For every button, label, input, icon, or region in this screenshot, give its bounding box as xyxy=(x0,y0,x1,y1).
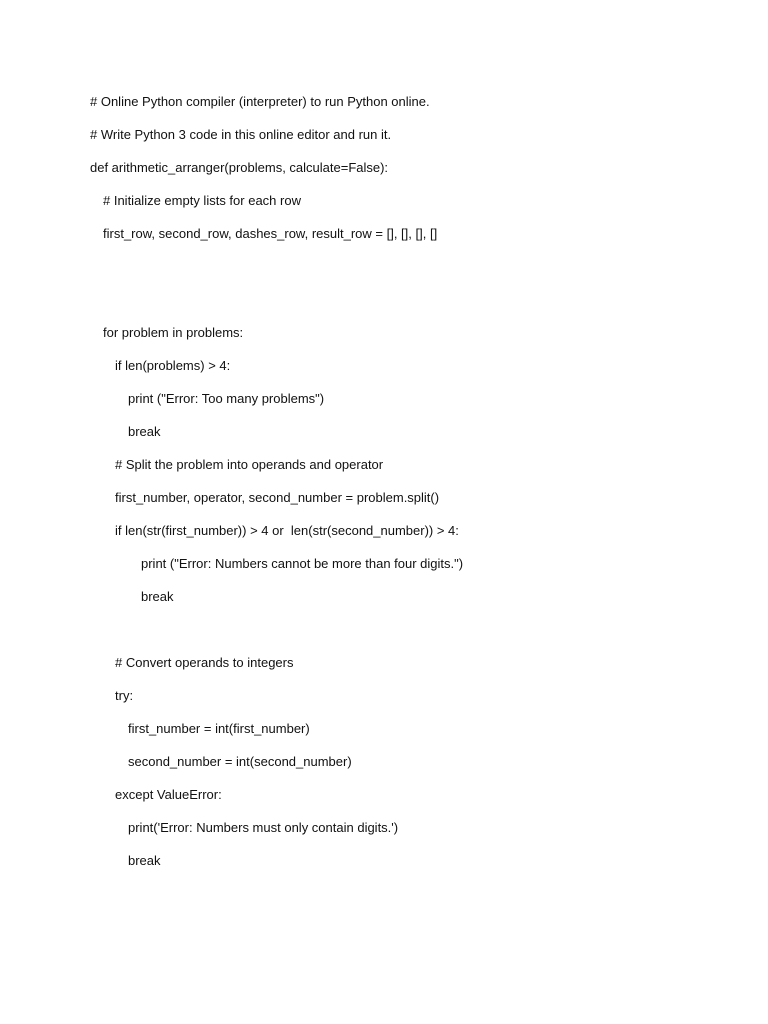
code-line: break xyxy=(141,589,174,604)
code-line: # Write Python 3 code in this online editor and run it. xyxy=(90,127,392,142)
code-line: # Split the problem into operands and operator xyxy=(115,457,384,472)
code-line: for problem in problems: xyxy=(103,325,244,340)
blank-line xyxy=(90,621,730,654)
code-line: first_row, second_row, dashes_row, result_row = [], [], [], [] xyxy=(103,226,438,241)
code-line: print('Error: Numbers must only contain digits.') xyxy=(128,820,399,835)
code-line: # Initialize empty lists for each row xyxy=(103,193,301,208)
code-line: if len(str(first_number)) > 4 or len(str(second_number)) > 4: xyxy=(115,523,459,538)
code-line: def arithmetic_arranger(problems, calculate=False): xyxy=(90,160,389,175)
code-line: except ValueError: xyxy=(115,787,222,802)
code-line: first_number = int(first_number) xyxy=(128,721,310,736)
code-line: print ("Error: Numbers cannot be more than four digits.") xyxy=(141,556,464,571)
blank-line xyxy=(90,291,730,324)
code-line: second_number = int(second_number) xyxy=(128,754,352,769)
code-line: print ("Error: Too many problems") xyxy=(128,391,325,406)
code-line: break xyxy=(128,424,161,439)
code-line: first_number, operator, second_number = problem.split() xyxy=(115,490,440,505)
blank-line xyxy=(90,258,730,291)
code-line: # Online Python compiler (interpreter) to run Python online. xyxy=(90,94,430,109)
code-line: if len(problems) > 4: xyxy=(115,358,231,373)
code-line: break xyxy=(128,853,161,868)
code-line: try: xyxy=(115,688,134,703)
code-block xyxy=(90,93,730,885)
code-line: # Convert operands to integers xyxy=(115,655,294,670)
